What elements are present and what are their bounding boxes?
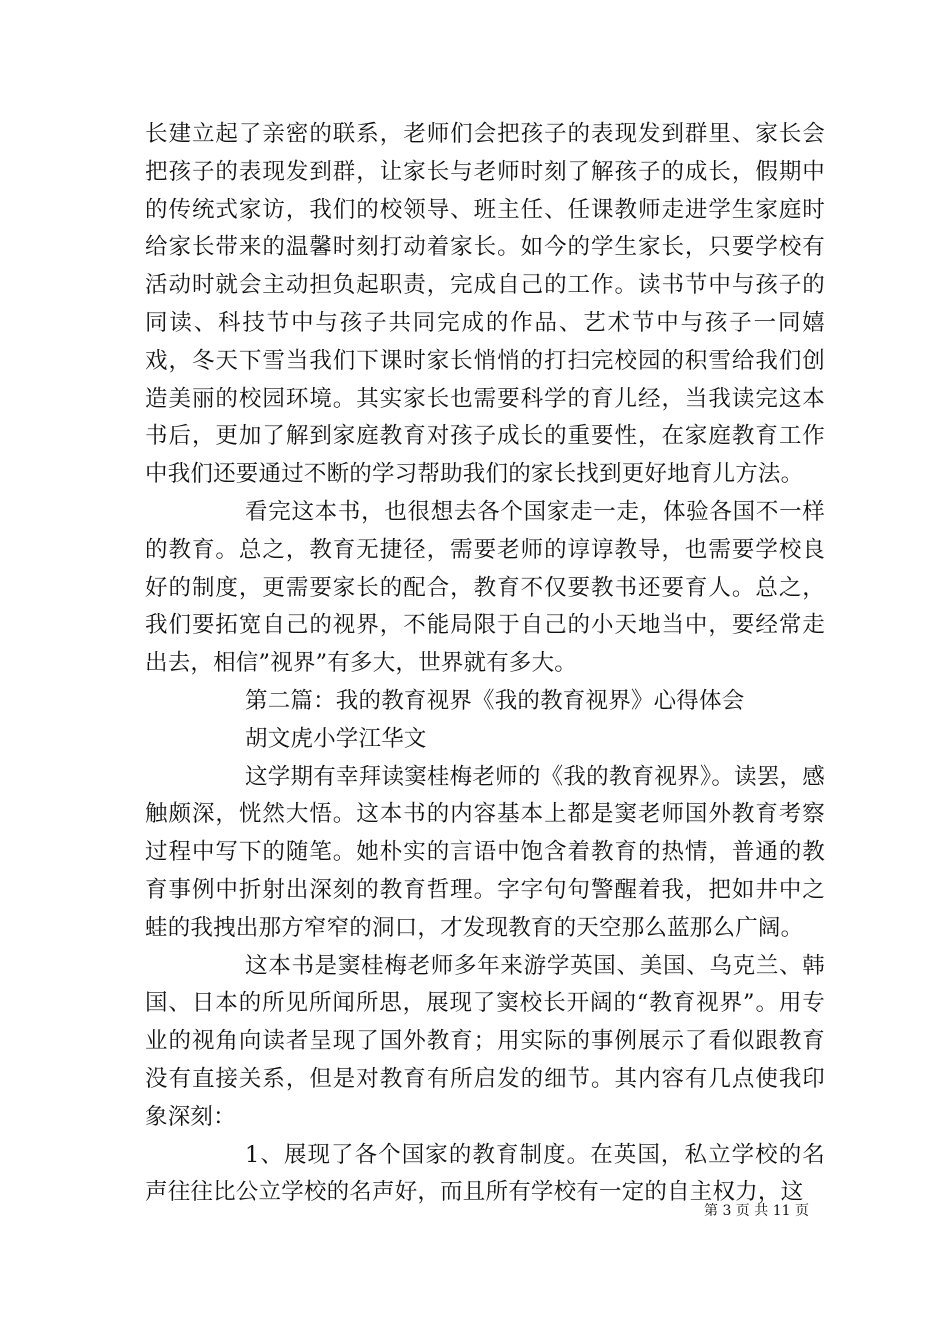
paragraph-continuation: 长建立起了亲密的联系，老师们会把孩子的表现发到群里、家长会把孩子的表现发到群，让家长与老师时刻了解孩子的成长，假期中的传统式家访，我们的校领导、班主任、任课教师走进学生家庭时给家长带来的温馨时刻打动着家长。如今的学生家长，只要学校有活动时就会主动担负起职责，完成自己的工作。读书节中与孩子的同读、科技节中与孩子共同完成的作品、艺术节中与孩子一同嬉戏，冬天下雪当我们下课时家长悄悄的打扫完校园的积雪给我们创造美丽的校园环境。其实家长也需要科学的育儿经，当我读完这本书后，更加了解到家庭教育对孩子成长的重要性，在家庭教育工作中我们还要通过不断的学习帮助我们的家长找到更好地育儿方法。 bbox=[145, 121, 825, 488]
paragraph-conclusion: 看完这本书，也很想去各个国家走一走，体验各国不一样的教育。总之，教育无捷径，需要老师的谆谆教导，也需要学校良好的制度，更需要家长的配合，教育不仅要教书还要育人。总之，我们要拓宽自己的视界，不能局限于自己的小天地当中，要经常走出去，相信”视界”有多大，世界就有多大。 bbox=[145, 498, 825, 677]
section-title: 第二篇：我的教育视界《我的教育视界》心得体会 bbox=[245, 687, 745, 714]
author-line: 胡文虎小学江华文 bbox=[245, 725, 427, 752]
document-body bbox=[145, 116, 825, 1212]
paragraph-book-summary: 这本书是窦桂梅老师多年来游学英国、美国、乌克兰、韩国、日本的所见所闻所思，展现了窦校长开阔的“教育视界”。用专业的视角向读者呈现了国外教育；用实际的事例展示了看似跟教育没有直接关系，但是对教育有所启发的细节。其内容有几点使我印象深刻： bbox=[145, 952, 825, 1130]
page-number-footer: 第 3 页 共 11 页 bbox=[704, 1203, 809, 1219]
paragraph-point-1: 1、展现了各个国家的教育制度。在英国，私立学校的名声往往比公立学校的名声好，而且所有学校有一定的自主权力，这 bbox=[145, 1141, 825, 1206]
paragraph-intro: 这学期有幸拜读窦桂梅老师的《我的教育视界》。读罢，感触颇深，恍然大悟。这本书的内容基本上都是窦老师国外教育考察过程中写下的随笔。她朴实的言语中饱含着教育的热情，普通的教育事例中折射出深刻的教育哲理。字字句句警醒着我，把如井中之蛙的我拽出那方窄窄的洞口，才发现教育的天空那么蓝那么广阔。 bbox=[145, 763, 825, 941]
